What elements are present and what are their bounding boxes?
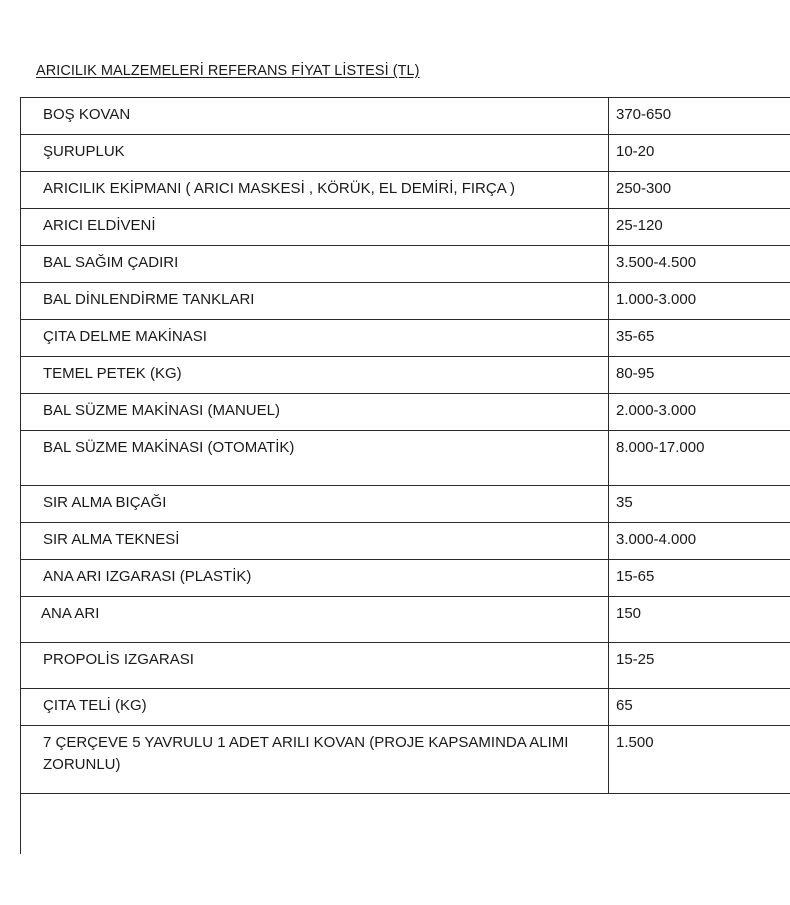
item-name-cell: BAL SÜZME MAKİNASI (MANUEL) bbox=[21, 394, 609, 431]
table-row bbox=[21, 726, 790, 794]
price-cell: 1.000-3.000 bbox=[609, 283, 790, 320]
item-name-cell: ÇITA TELİ (KG) bbox=[21, 689, 609, 726]
table-row bbox=[21, 357, 790, 394]
table-row bbox=[21, 246, 790, 283]
table-row bbox=[21, 320, 790, 357]
price-cell: 8.000-17.000 bbox=[609, 431, 790, 486]
item-name-cell: ÇITA DELME MAKİNASI bbox=[21, 320, 609, 357]
item-name-cell: BOŞ KOVAN bbox=[21, 98, 609, 135]
price-cell: 10-20 bbox=[609, 135, 790, 172]
table-row bbox=[21, 209, 790, 246]
table-row bbox=[21, 98, 790, 135]
price-cell: 250-300 bbox=[609, 172, 790, 209]
item-name-cell: ANA ARI IZGARASI (PLASTİK) bbox=[21, 560, 609, 597]
item-name-cell: ARICI ELDİVENİ bbox=[21, 209, 609, 246]
item-name-cell: BAL DİNLENDİRME TANKLARI bbox=[21, 283, 609, 320]
empty-cell bbox=[609, 794, 790, 854]
price-cell: 35-65 bbox=[609, 320, 790, 357]
price-cell: 370-650 bbox=[609, 98, 790, 135]
item-name-cell: ARICILIK EKİPMANI ( ARICI MASKESİ , KÖRÜK, EL DEMİRİ, FIRÇA ) bbox=[21, 172, 609, 209]
document-title: ARICILIK MALZEMELERİ REFERANS FİYAT LİSTESİ (TL) bbox=[36, 63, 420, 79]
price-cell: 150 bbox=[609, 597, 790, 643]
price-cell: 3.000-4.000 bbox=[609, 523, 790, 560]
table-row bbox=[21, 394, 790, 431]
item-name-cell: BAL SAĞIM ÇADIRI bbox=[21, 246, 609, 283]
table-row bbox=[21, 172, 790, 209]
table-row bbox=[21, 431, 790, 486]
price-list-table bbox=[20, 97, 790, 854]
item-name-cell: SIR ALMA BIÇAĞI bbox=[21, 486, 609, 523]
item-name-cell: SIR ALMA TEKNESİ bbox=[21, 523, 609, 560]
table-row bbox=[21, 135, 790, 172]
item-name-cell: TEMEL PETEK (KG) bbox=[21, 357, 609, 394]
item-name-cell: ANA ARI bbox=[21, 597, 609, 643]
table-row bbox=[21, 486, 790, 523]
price-cell: 15-25 bbox=[609, 643, 790, 689]
table-row bbox=[21, 283, 790, 320]
table-row bbox=[21, 643, 790, 689]
price-cell: 3.500-4.500 bbox=[609, 246, 790, 283]
item-name-cell: 7 ÇERÇEVE 5 YAVRULU 1 ADET ARILI KOVAN (PROJE KAPSAMINDA ALIMI ZORUNLU) bbox=[21, 726, 609, 794]
price-cell: 65 bbox=[609, 689, 790, 726]
price-cell: 1.500 bbox=[609, 726, 790, 794]
table-row bbox=[21, 523, 790, 560]
price-cell: 80-95 bbox=[609, 357, 790, 394]
item-name-cell: PROPOLİS IZGARASI bbox=[21, 643, 609, 689]
table-row-empty bbox=[21, 794, 790, 854]
table-row bbox=[21, 597, 790, 643]
price-cell: 2.000-3.000 bbox=[609, 394, 790, 431]
price-cell: 35 bbox=[609, 486, 790, 523]
price-cell: 15-65 bbox=[609, 560, 790, 597]
item-name-cell: BAL SÜZME MAKİNASI (OTOMATİK) bbox=[21, 431, 609, 486]
table-row bbox=[21, 689, 790, 726]
empty-cell bbox=[21, 794, 609, 854]
price-cell: 25-120 bbox=[609, 209, 790, 246]
table-row bbox=[21, 560, 790, 597]
item-name-cell: ŞURUPLUK bbox=[21, 135, 609, 172]
